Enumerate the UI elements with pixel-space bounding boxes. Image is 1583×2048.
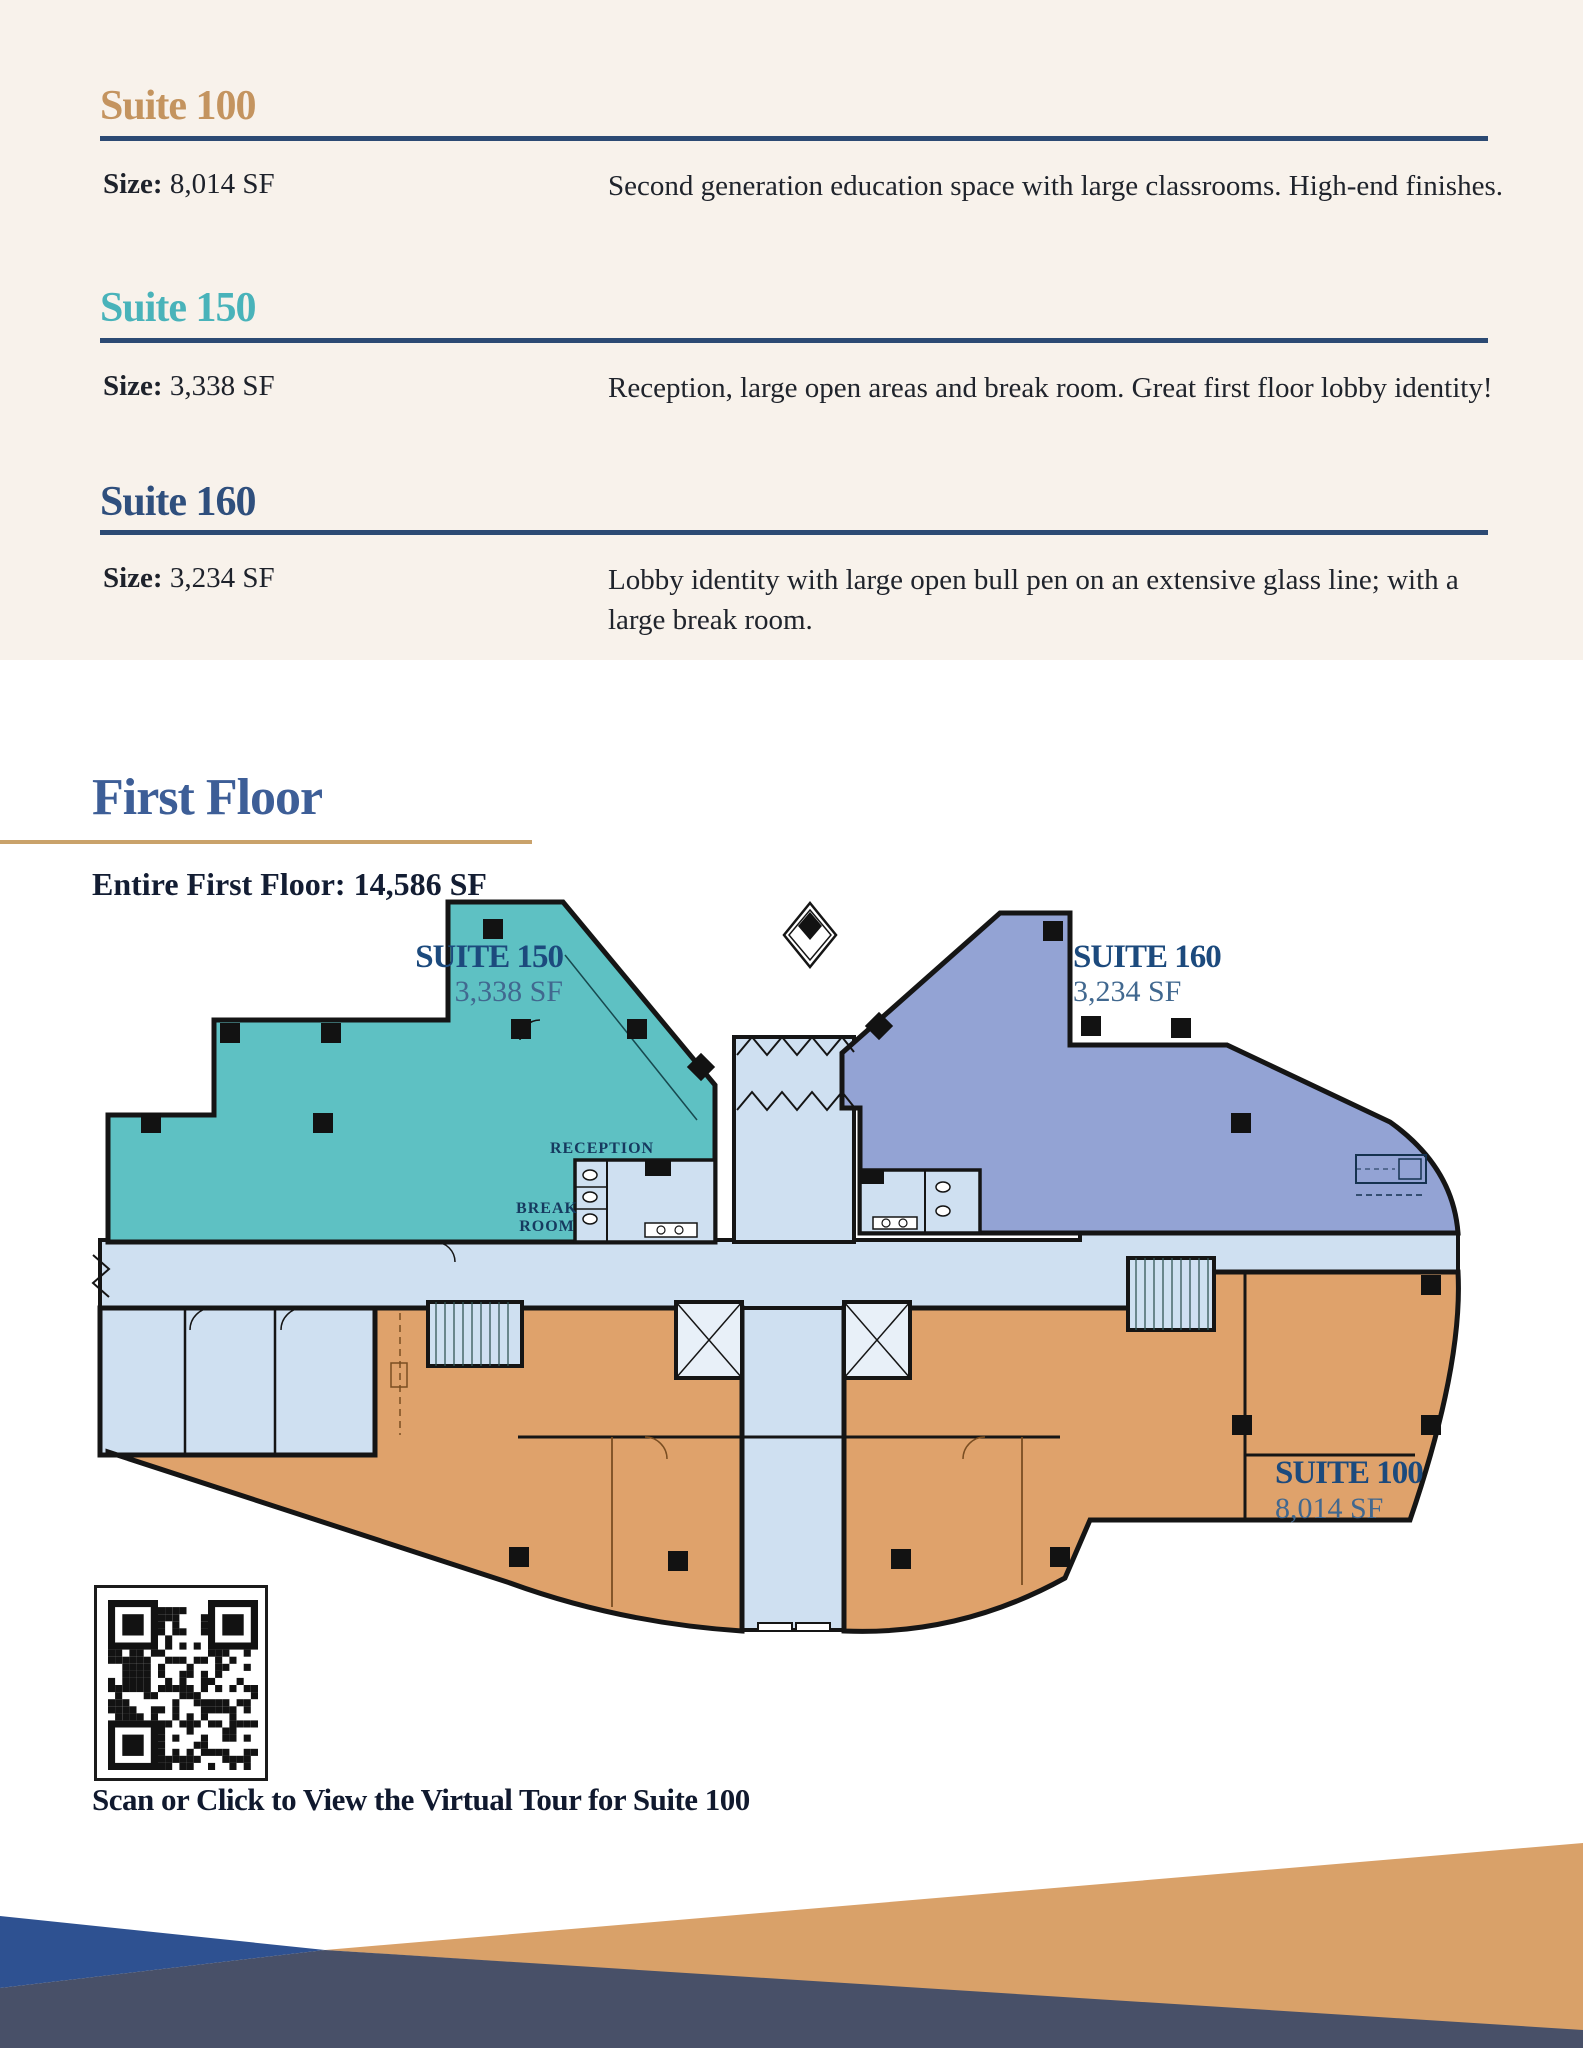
suite-listings-panel (0, 0, 1583, 660)
divider-rule (100, 338, 1488, 343)
plan-reception-label: RECEPTION (549, 1140, 655, 1157)
divider-rule (100, 136, 1488, 141)
size-value: 3,338 SF (162, 370, 275, 402)
size-label: Size: (103, 370, 163, 402)
plan-suite-150-label: SUITE 150 (415, 939, 563, 975)
lobby-vestibule-region (734, 1037, 854, 1242)
elevator-right (844, 1302, 910, 1378)
suite-150-heading: Suite 150 (100, 285, 256, 331)
suite-150-size (103, 370, 275, 403)
elevator-left (676, 1302, 742, 1378)
qr-caption: Scan or Click to View the Virtual Tour for Suite 100 (92, 1782, 750, 1817)
plan-suite-160-size: 3,234 SF (1073, 975, 1182, 1008)
size-value: 3,234 SF (162, 562, 275, 594)
size-label: Size: (103, 562, 163, 594)
suite-150-description: Reception, large open areas and break room. Great first floor lobby identity! (608, 372, 1493, 404)
suite-100-description: Second generation education space with large classrooms. High-end finishes. (608, 170, 1503, 202)
stairwell-left (428, 1302, 522, 1366)
virtual-tour-qr-code[interactable] (94, 1585, 268, 1781)
first-floor-underline (0, 840, 532, 844)
lobby-center-strip (742, 1308, 844, 1630)
restrooms-right (860, 1170, 980, 1233)
diamond-ornament (784, 903, 836, 967)
plan-suite-100-label: SUITE 100 (1275, 1455, 1423, 1491)
left-common-rooms (100, 1308, 375, 1455)
suite-160-heading: Suite 160 (100, 479, 256, 525)
stairwell-right (1128, 1258, 1214, 1330)
suite-100-size (103, 168, 275, 201)
first-floor-total-sf: Entire First Floor: 14,586 SF (92, 866, 487, 902)
plan-suite-150-size: 3,338 SF (454, 975, 563, 1008)
divider-rule (100, 530, 1488, 535)
main-entrance-door (796, 1623, 830, 1631)
suite-100-heading: Suite 100 (100, 83, 256, 129)
plan-break-room-label-2: ROOM (519, 1218, 575, 1235)
first-floor-title: First Floor (92, 769, 323, 826)
size-label: Size: (103, 168, 163, 200)
size-value: 8,014 SF (162, 168, 275, 200)
footer-decoration (0, 1830, 1583, 2048)
suite-160-description: Lobby identity with large open bull pen on an extensive glass line; with a large break room. (608, 564, 1459, 636)
plan-suite-100-size: 8,014 SF (1275, 1492, 1384, 1525)
suite-160-size (103, 562, 275, 595)
plan-suite-160-label: SUITE 160 (1073, 939, 1221, 975)
restrooms-left (575, 1160, 715, 1242)
plan-break-room-label-1: BREAK (516, 1200, 578, 1217)
main-entrance-door (758, 1623, 792, 1631)
qr-code-pattern (108, 1600, 258, 1770)
floor-plan (85, 895, 1505, 1660)
